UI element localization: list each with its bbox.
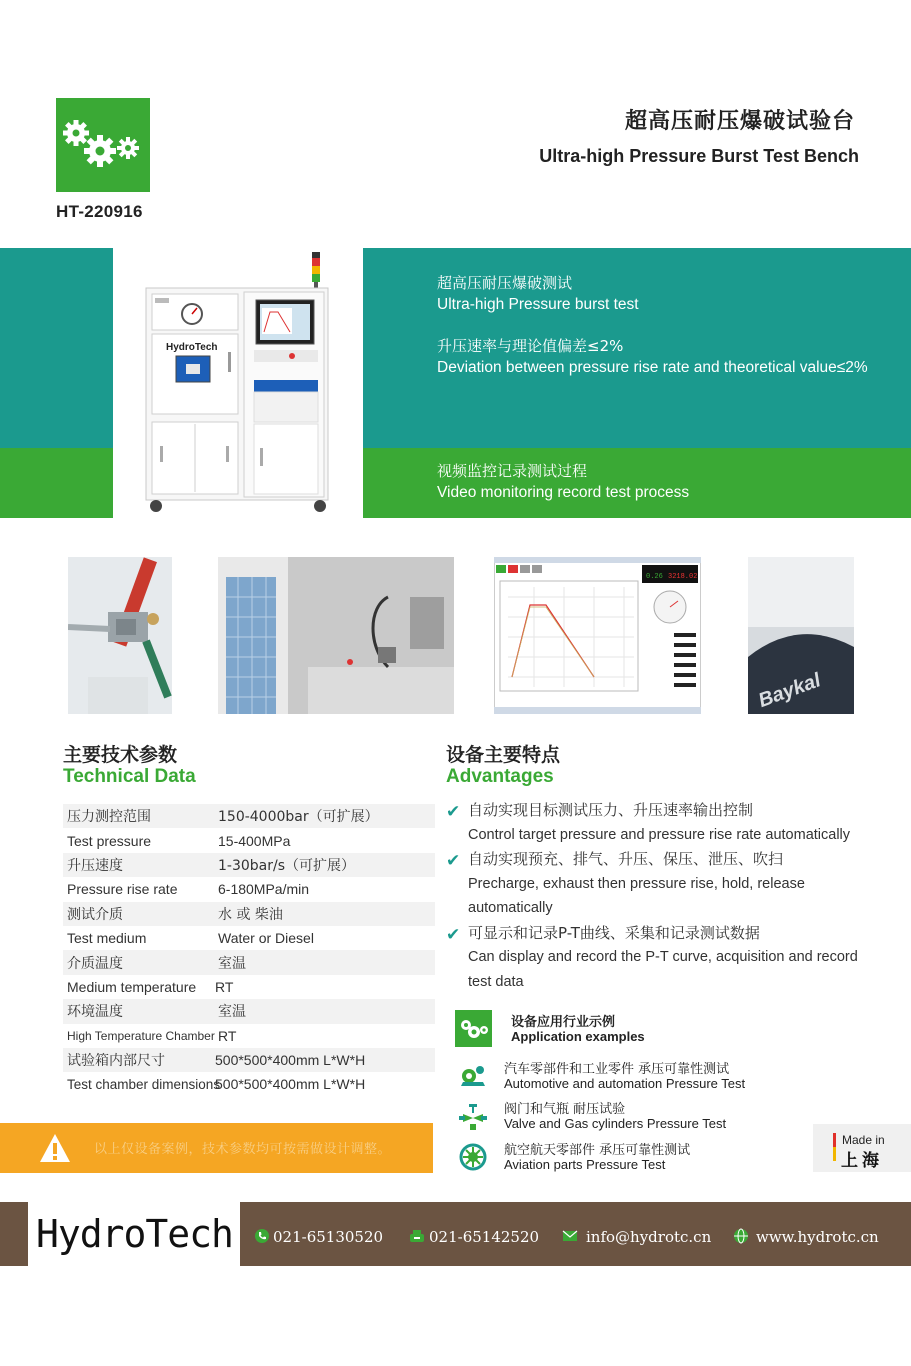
spec-key: 环境温度 xyxy=(67,1004,123,1021)
advantage-item xyxy=(446,921,876,995)
spec-key: 介质温度 xyxy=(67,955,123,972)
technical-title-cn: 主要技术参数 xyxy=(63,744,178,766)
application-item xyxy=(455,1098,795,1134)
made-in-badge xyxy=(813,1124,911,1172)
photo-valve-closeup xyxy=(68,557,172,714)
model-code: HT-220916 xyxy=(56,202,143,221)
gears-icon xyxy=(56,98,150,192)
checkmark-icon: ✔ xyxy=(446,851,461,870)
spec-key: Test medium xyxy=(67,930,147,947)
photo-software-screenshot xyxy=(494,557,701,714)
application-item xyxy=(455,1058,795,1094)
advantage-en: Can display and record the P-T curve, acquisition and record test data xyxy=(468,949,858,990)
made-in-label: Made in xyxy=(842,1133,885,1147)
photo-part-closeup xyxy=(748,557,854,714)
spec-value: 室温 xyxy=(218,955,246,972)
technical-title-en: Technical Data xyxy=(63,766,196,787)
globe-icon xyxy=(733,1228,749,1244)
banner-feature-3 xyxy=(437,461,877,503)
application-cn: 航空航天零部件 承压可靠性测试 xyxy=(504,1143,691,1158)
footer-email[interactable]: info@hydrotc.cn xyxy=(586,1228,712,1246)
spec-key: High Temperature Chamber xyxy=(67,1028,215,1043)
warning-text: 以上仅设备案例，技术参数均可按需做设计调整。 xyxy=(94,1142,392,1157)
fax-icon xyxy=(409,1228,425,1244)
banner-band-teal xyxy=(0,248,113,448)
advantage-cn: 自动实现目标测试压力、升压速率输出控制 xyxy=(468,801,754,819)
photo-chamber-interior xyxy=(218,557,454,714)
brand-logo xyxy=(56,98,150,192)
gears-icon xyxy=(455,1010,492,1047)
banner-feature-1 xyxy=(437,273,877,315)
advantage-cn: 自动实现预充、排气、升压、保压、泄压、吹扫 xyxy=(468,850,784,868)
phone-icon xyxy=(254,1228,270,1244)
spec-value: 15-400MPa xyxy=(218,832,291,849)
applications-title-cn: 设备应用行业示例 xyxy=(511,1015,616,1030)
part-brand-text: Baykal xyxy=(755,669,824,713)
banner-feature-en: Deviation between pressure rise rate and theoretical value≤2% xyxy=(437,359,868,376)
test-bench-image xyxy=(140,252,340,518)
footer-fax[interactable]: 021-65142520 xyxy=(429,1228,540,1246)
product-title-cn: 超高压耐压爆破试验台 xyxy=(624,109,855,134)
spec-key: 压力测控范围 xyxy=(67,809,151,826)
advantage-en: Precharge, exhaust then pressure rise, hold, release automatically xyxy=(468,875,805,916)
spec-row xyxy=(63,1072,435,1096)
application-item xyxy=(455,1139,795,1175)
spec-key: Medium temperature xyxy=(67,978,197,995)
banner-feature-2 xyxy=(437,336,877,378)
banner-feature-cn: 升压速率与理论值偏差≤2% xyxy=(437,337,624,355)
application-en: Aviation parts Pressure Test xyxy=(504,1157,666,1172)
spec-value: RT xyxy=(215,978,234,995)
application-cn: 阀门和气瓶 耐压试验 xyxy=(504,1102,626,1117)
screen-value-1: 0.26 xyxy=(646,573,663,581)
applications-title-en: Application examples xyxy=(511,1029,645,1044)
spec-value: 500*500*400mm L*W*H xyxy=(215,1076,366,1093)
spec-row xyxy=(63,877,435,901)
application-en: Valve and Gas cylinders Pressure Test xyxy=(504,1116,727,1131)
footer-brand-text: HydroTech xyxy=(36,1212,233,1256)
made-in-city: 上海 xyxy=(841,1151,883,1171)
spec-row xyxy=(63,902,435,926)
machine-brand-label: HydroTech xyxy=(166,342,218,353)
spec-key: 试验箱内部尺寸 xyxy=(67,1053,165,1070)
application-cn: 汽车零部件和工业零件 承压可靠性测试 xyxy=(504,1062,730,1077)
valve-icon xyxy=(457,1100,489,1132)
spec-row xyxy=(63,926,435,950)
spec-key: Pressure rise rate xyxy=(67,881,178,898)
warning-icon xyxy=(38,1132,72,1164)
banner-feature-cn: 超高压耐压爆破测试 xyxy=(437,274,573,292)
spec-key: Test pressure xyxy=(67,832,152,849)
spec-value: Water or Diesel xyxy=(218,930,314,947)
spec-row xyxy=(63,950,435,974)
banner-band-green xyxy=(0,448,113,518)
turbine-icon xyxy=(457,1141,489,1173)
footer-phone[interactable]: 021-65130520 xyxy=(273,1228,384,1246)
spec-table xyxy=(63,804,435,1097)
spec-row xyxy=(63,853,435,877)
advantage-item xyxy=(446,798,876,847)
spec-value: 6-180MPa/min xyxy=(218,881,310,898)
advantages-title-cn: 设备主要特点 xyxy=(446,744,561,766)
advantage-item xyxy=(446,847,876,921)
spec-key: 测试介质 xyxy=(67,906,123,923)
banner-feature-cn: 视频监控记录测试过程 xyxy=(437,462,588,480)
spec-value: 室温 xyxy=(218,1004,246,1021)
spec-key: 升压速度 xyxy=(67,857,123,874)
spec-row xyxy=(63,999,435,1023)
spec-row xyxy=(63,804,435,828)
banner-feature-en: Video monitoring record test process xyxy=(437,484,690,501)
footer-logo xyxy=(28,1202,240,1266)
spec-value: 1-30bar/s（可扩展） xyxy=(218,857,356,874)
spec-value: 150-4000bar（可扩展） xyxy=(218,809,379,826)
spec-key: Test chamber dimensions xyxy=(67,1076,221,1092)
advantage-cn: 可显示和记录P-T曲线、采集和记录测试数据 xyxy=(468,923,760,942)
email-icon xyxy=(562,1228,578,1244)
advantages-list xyxy=(446,798,876,994)
spec-value: 500*500*400mm L*W*H xyxy=(215,1052,366,1069)
banner-feature-en: Ultra-high Pressure burst test xyxy=(437,296,639,313)
advantage-en: Control target pressure and pressure rise rate automatically xyxy=(468,826,851,843)
spec-row xyxy=(63,1048,435,1072)
car-parts-icon xyxy=(457,1060,489,1092)
advantages-title-en: Advantages xyxy=(446,766,554,787)
spec-row xyxy=(63,975,435,999)
application-en: Automotive and automation Pressure Test xyxy=(504,1076,746,1091)
spec-value: 水 或 柴油 xyxy=(218,906,283,923)
checkmark-icon: ✔ xyxy=(446,924,461,944)
spec-row xyxy=(63,828,435,852)
spec-value: RT xyxy=(218,1027,237,1044)
product-title-en: Ultra-high Pressure Burst Test Bench xyxy=(539,146,859,166)
footer-website[interactable]: www.hydrotc.cn xyxy=(756,1228,879,1246)
screen-value-2: 3218.02 xyxy=(668,573,698,581)
checkmark-icon: ✔ xyxy=(446,802,461,821)
spec-row xyxy=(63,1024,435,1048)
